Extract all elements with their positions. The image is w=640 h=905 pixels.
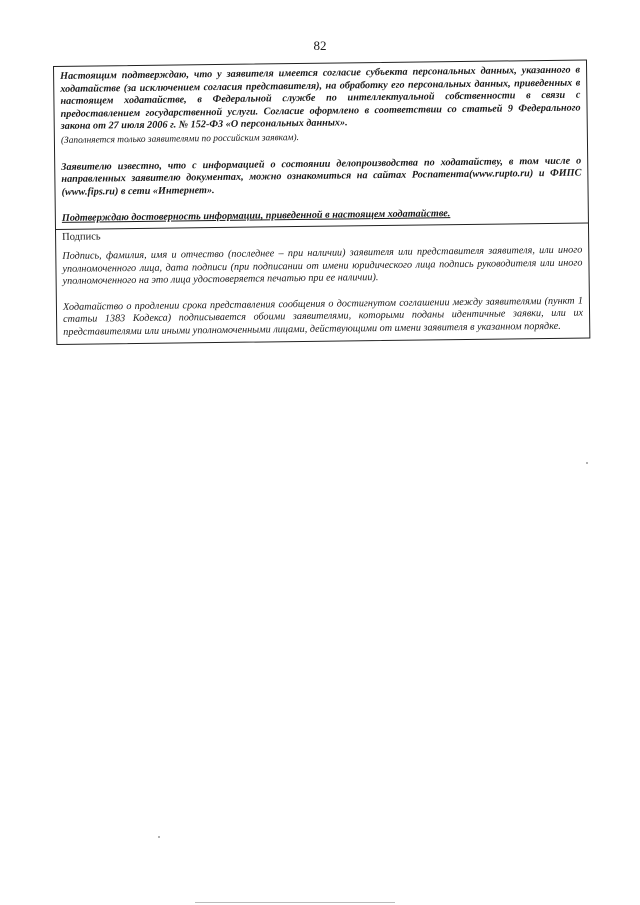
consent-statement: Настоящим подтверждаю, что у заявителя имеется согласие субъекта персональных данных, указанного в ходатайстве (за исключением согласия представителя), на обработку его персональных данных, приведенных в настоящем ходатайстве, в Федеральной службе по интеллектуальной собственности в связи с предоставлением государственной услуги. Согласие оформлено в соответствии со статьей 9 Федерального закона от 27 июля 2006 г. № 152-ФЗ «О персональных данных». — [60, 64, 581, 133]
confirmation-statement: Подтверждаю достоверность информации, приведенной в настоящем ходатайстве. — [61, 208, 451, 225]
scan-edge-line — [195, 902, 395, 903]
signature-footer-note: Ходатайство о продлении срока представления сообщения о достигнутом соглашении между заявителями (пункт 1 статьи 1383 Кодекса) подписывается обоими заявителями, которыми поданы идентичные заявки, или их представителями или иными уполномоченными лицами, действующими от имени заявителя в указанном порядке. — [62, 295, 584, 338]
scan-speck — [158, 836, 160, 838]
scan-speck — [586, 462, 588, 464]
signature-instruction: Подпись, фамилия, имя и отчество (последнее – при наличии) заявителя или представителя заявителя, или иного уполномоченного лица, дата подписи (при подписании от имени юридического лица подпись руководителя или иного уполномоченного на это лица удостоверяется печатью при ее наличии). — [62, 244, 583, 288]
declarations-section — [54, 60, 588, 229]
signature-label: Подпись — [62, 231, 101, 243]
form-box — [53, 59, 590, 344]
page-number: 82 — [313, 38, 327, 53]
signature-section — [56, 223, 589, 343]
consent-note: (Заполняется только заявителями по российским заявкам). — [60, 132, 299, 146]
notice-statement: Заявителю известно, что с информацией о состоянии делопроизводства по ходатайству, в том числе о направленных заявителю документах, можно ознакомиться на сайтах Роспатента(www.rupto.ru) и ФИПС (www.fips.ru) в сети «Интернет». — [61, 155, 582, 198]
